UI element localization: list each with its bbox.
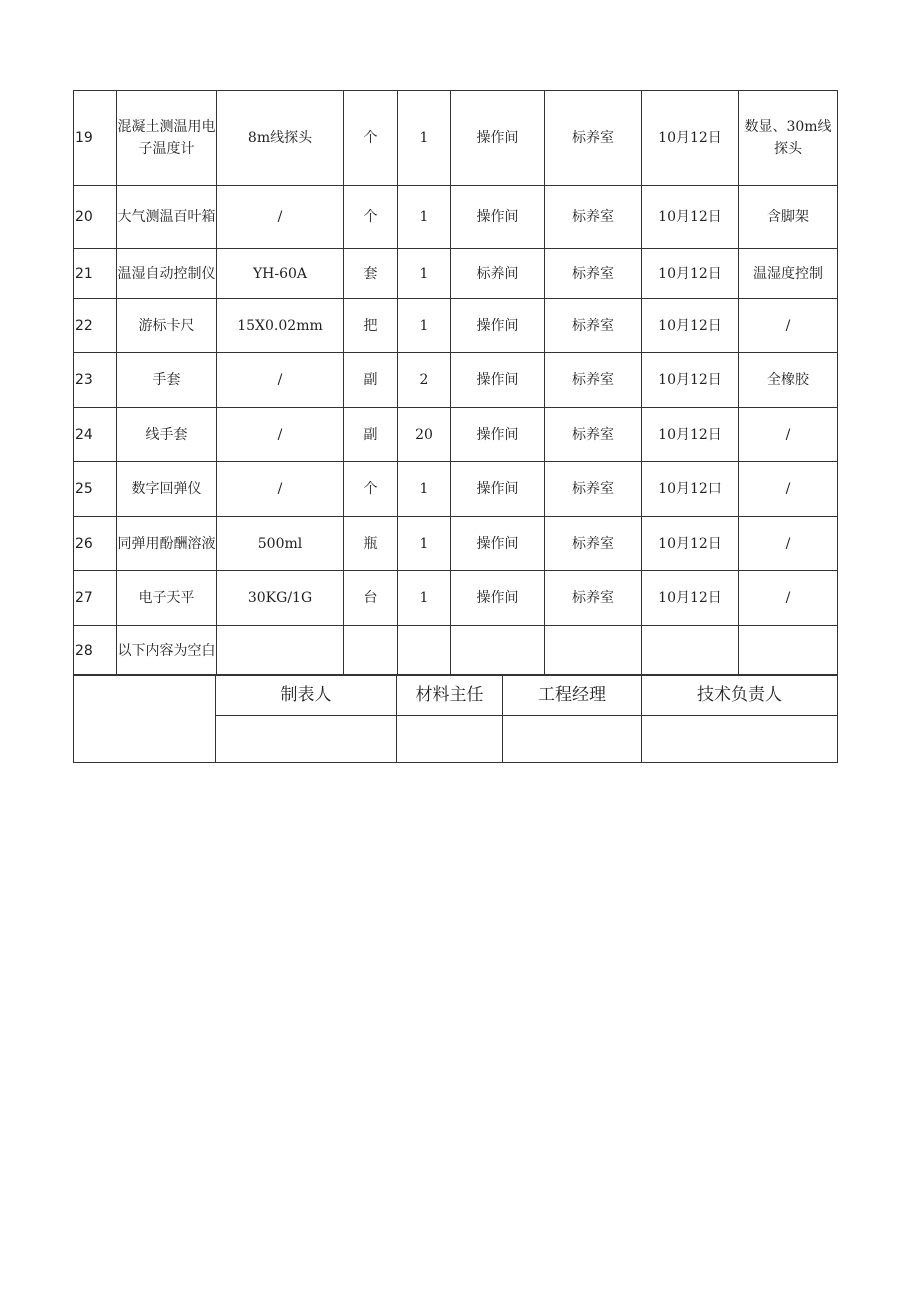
item-storage-place: 操作间 (451, 408, 545, 462)
row-number: 19 (74, 91, 117, 186)
item-unit: 瓶 (344, 517, 398, 571)
signature-corner-cell (74, 675, 216, 763)
item-spec: 8m线探头 (217, 91, 344, 186)
item-note: / (739, 462, 838, 517)
item-storage-place (451, 626, 545, 676)
item-storage-place: 操作间 (451, 571, 545, 626)
item-name: 大气测温百叶箱 (117, 186, 217, 249)
item-date: 10月12日 (642, 249, 739, 299)
item-storage-place: 操作间 (451, 517, 545, 571)
project-manager-signature-field (503, 716, 642, 763)
preparer-signature-field (216, 716, 397, 763)
table-row (74, 571, 838, 626)
item-spec: / (217, 353, 344, 408)
item-note (739, 626, 838, 676)
materials-director-signature-field (397, 716, 503, 763)
table-body (74, 91, 838, 676)
item-spec: 500ml (217, 517, 344, 571)
item-date: 10月12口 (642, 462, 739, 517)
item-quantity: 1 (398, 462, 451, 517)
table-row (74, 299, 838, 353)
table-row (74, 462, 838, 517)
item-name: 电子天平 (117, 571, 217, 626)
table-row (74, 186, 838, 249)
item-note: 温湿度控制 (739, 249, 838, 299)
materials-director-label: 材料主任 (397, 675, 503, 716)
preparer-label: 制表人 (216, 675, 397, 716)
item-name: 手套 (117, 353, 217, 408)
row-number: 20 (74, 186, 117, 249)
item-unit: 副 (344, 353, 398, 408)
item-date (642, 626, 739, 676)
item-use-location: 标养室 (545, 571, 642, 626)
table-row (74, 91, 838, 186)
item-quantity: 1 (398, 571, 451, 626)
item-quantity: 2 (398, 353, 451, 408)
item-use-location: 标养室 (545, 408, 642, 462)
item-spec: / (217, 408, 344, 462)
item-note: 全橡胶 (739, 353, 838, 408)
item-date: 10月12日 (642, 353, 739, 408)
signature-header-row (74, 675, 838, 716)
item-note: 含脚架 (739, 186, 838, 249)
item-note: 数显、30m线探头 (739, 91, 838, 186)
item-quantity: 20 (398, 408, 451, 462)
row-number: 24 (74, 408, 117, 462)
item-unit: 台 (344, 571, 398, 626)
item-quantity (398, 626, 451, 676)
item-spec: / (217, 186, 344, 249)
signature-table (73, 674, 838, 763)
technical-lead-label: 技术负责人 (642, 675, 838, 716)
item-name: 混凝土测温用电子温度计 (117, 91, 217, 186)
row-number: 26 (74, 517, 117, 571)
technical-lead-signature-field (642, 716, 838, 763)
item-name: 同弹用酚酬溶液 (117, 517, 217, 571)
item-name: 游标卡尺 (117, 299, 217, 353)
item-use-location: 标养室 (545, 462, 642, 517)
item-unit: 套 (344, 249, 398, 299)
item-name: 温湿自动控制仪 (117, 249, 217, 299)
item-spec: 15X0.02mm (217, 299, 344, 353)
item-name: 数字回弹仪 (117, 462, 217, 517)
item-note: / (739, 408, 838, 462)
table-row (74, 353, 838, 408)
item-date: 10月12日 (642, 408, 739, 462)
item-quantity: 1 (398, 249, 451, 299)
equipment-table (73, 90, 838, 676)
item-note: / (739, 571, 838, 626)
item-name: 线手套 (117, 408, 217, 462)
item-unit: 个 (344, 186, 398, 249)
item-quantity: 1 (398, 186, 451, 249)
item-quantity: 1 (398, 91, 451, 186)
table-row (74, 626, 838, 676)
item-date: 10月12日 (642, 299, 739, 353)
item-storage-place: 标养间 (451, 249, 545, 299)
item-date: 10月12日 (642, 91, 739, 186)
row-number: 27 (74, 571, 117, 626)
item-quantity: 1 (398, 517, 451, 571)
row-number: 25 (74, 462, 117, 517)
row-number: 28 (74, 626, 117, 676)
item-use-location: 标养室 (545, 299, 642, 353)
item-quantity: 1 (398, 299, 451, 353)
item-storage-place: 操作间 (451, 186, 545, 249)
item-date: 10月12日 (642, 571, 739, 626)
item-date: 10月12日 (642, 186, 739, 249)
item-note: / (739, 299, 838, 353)
row-number: 21 (74, 249, 117, 299)
item-spec: YH-60A (217, 249, 344, 299)
row-number: 23 (74, 353, 117, 408)
item-date: 10月12日 (642, 517, 739, 571)
item-unit: 把 (344, 299, 398, 353)
item-use-location: 标养室 (545, 249, 642, 299)
item-storage-place: 操作间 (451, 462, 545, 517)
item-unit: 个 (344, 91, 398, 186)
item-spec (217, 626, 344, 676)
item-unit: 副 (344, 408, 398, 462)
table-row (74, 517, 838, 571)
item-use-location: 标养室 (545, 353, 642, 408)
item-name: 以下内容为空白 (117, 626, 217, 676)
item-unit: 个 (344, 462, 398, 517)
item-unit (344, 626, 398, 676)
table-row (74, 408, 838, 462)
row-number: 22 (74, 299, 117, 353)
item-use-location: 标养室 (545, 91, 642, 186)
item-storage-place: 操作间 (451, 91, 545, 186)
item-note: / (739, 517, 838, 571)
item-storage-place: 操作间 (451, 299, 545, 353)
item-spec: 30KG/1G (217, 571, 344, 626)
item-spec: / (217, 462, 344, 517)
item-use-location (545, 626, 642, 676)
project-manager-label: 工程经理 (503, 675, 642, 716)
item-use-location: 标养室 (545, 517, 642, 571)
table-row (74, 249, 838, 299)
item-use-location: 标养室 (545, 186, 642, 249)
item-storage-place: 操作间 (451, 353, 545, 408)
